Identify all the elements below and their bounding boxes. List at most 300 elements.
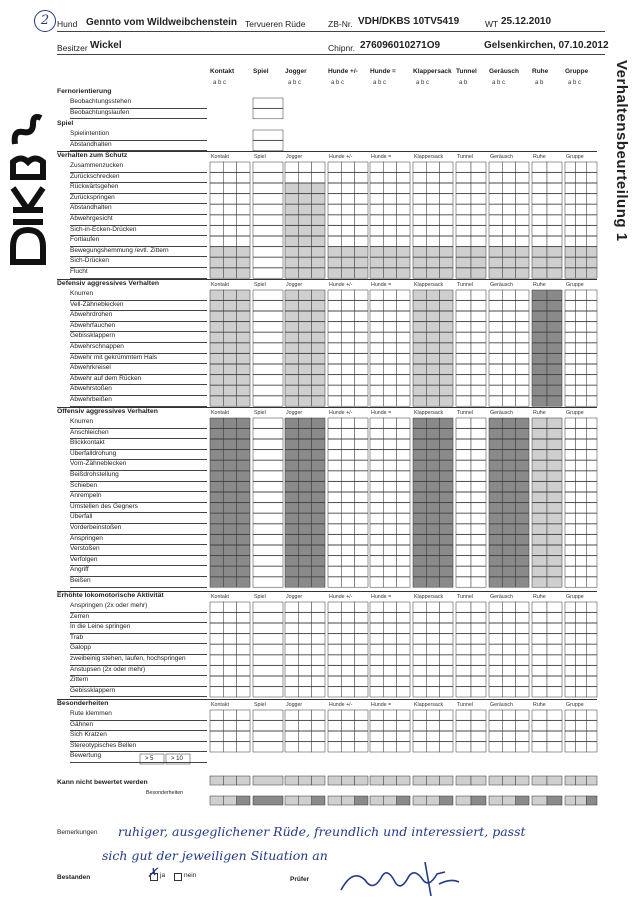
grid-cell[interactable] [489, 301, 502, 311]
grid-cell[interactable] [471, 247, 486, 257]
grid-cell[interactable] [426, 226, 439, 236]
grid-cell[interactable] [397, 268, 410, 278]
grid-cell[interactable] [370, 577, 383, 587]
grid-cell[interactable] [547, 460, 562, 470]
grid-cell[interactable] [253, 776, 283, 785]
grid-cell[interactable] [440, 731, 453, 741]
grid-cell[interactable] [532, 776, 547, 785]
grid-cell[interactable] [370, 418, 383, 428]
grid-cell[interactable] [516, 623, 529, 633]
grid-cell[interactable] [355, 776, 368, 785]
grid-cell[interactable] [312, 602, 325, 612]
grid-cell[interactable] [370, 439, 383, 449]
grid-cell[interactable] [576, 311, 587, 321]
grid-cell[interactable] [456, 535, 471, 545]
grid-cell[interactable] [312, 215, 325, 225]
grid-cell[interactable] [413, 343, 426, 353]
grid-cell[interactable] [489, 439, 502, 449]
grid-cell[interactable] [383, 613, 396, 623]
grid-cell[interactable] [370, 623, 383, 633]
grid-cell[interactable] [516, 439, 529, 449]
grid-cell[interactable] [516, 226, 529, 236]
grid-cell[interactable] [341, 396, 354, 406]
grid-cell[interactable] [341, 503, 354, 513]
grid-cell[interactable] [440, 247, 453, 257]
grid-cell[interactable] [298, 173, 311, 183]
grid-cell[interactable] [285, 247, 298, 257]
grid-cell[interactable] [298, 460, 311, 470]
grid-cell[interactable] [285, 364, 298, 374]
grid-cell[interactable] [586, 644, 597, 654]
grid-cell[interactable] [426, 721, 439, 731]
grid-cell[interactable] [586, 796, 597, 805]
grid-cell[interactable] [426, 236, 439, 246]
grid-cell[interactable] [328, 343, 341, 353]
grid-cell[interactable] [565, 247, 576, 257]
grid-cell[interactable] [370, 655, 383, 665]
grid-cell[interactable] [298, 257, 311, 267]
grid-cell[interactable] [370, 268, 383, 278]
grid-cell[interactable] [298, 183, 311, 193]
grid-cell[interactable] [328, 471, 341, 481]
grid-cell[interactable] [489, 513, 502, 523]
grid-cell[interactable] [502, 655, 515, 665]
grid-cell[interactable] [328, 687, 341, 697]
grid-cell[interactable] [237, 322, 250, 332]
grid-cell[interactable] [413, 577, 426, 587]
grid-cell[interactable] [547, 375, 562, 385]
grid-cell[interactable] [586, 364, 597, 374]
grid-cell[interactable] [586, 301, 597, 311]
grid-cell[interactable] [223, 396, 236, 406]
grid-cell[interactable] [586, 215, 597, 225]
grid-cell[interactable] [440, 623, 453, 633]
grid-cell[interactable] [397, 666, 410, 676]
grid-cell[interactable] [440, 524, 453, 534]
grid-cell[interactable] [370, 332, 383, 342]
grid-cell[interactable] [489, 385, 502, 395]
grid-cell[interactable] [253, 375, 283, 385]
grid-cell[interactable] [370, 535, 383, 545]
grid-cell[interactable] [565, 162, 576, 172]
grid-cell[interactable] [210, 545, 223, 555]
grid-cell[interactable] [576, 375, 587, 385]
grid-cell[interactable] [502, 194, 515, 204]
grid-cell[interactable] [341, 721, 354, 731]
grid-cell[interactable] [370, 796, 383, 805]
grid-cell[interactable] [516, 194, 529, 204]
grid-cell[interactable] [413, 655, 426, 665]
grid-cell[interactable] [516, 577, 529, 587]
grid-cell[interactable] [426, 796, 439, 805]
grid-cell[interactable] [341, 450, 354, 460]
grid-cell[interactable] [413, 613, 426, 623]
grid-cell[interactable] [253, 162, 283, 172]
grid-cell[interactable] [456, 613, 471, 623]
grid-cell[interactable] [547, 429, 562, 439]
grid-cell[interactable] [547, 644, 562, 654]
grid-cell[interactable] [383, 460, 396, 470]
grid-cell[interactable] [586, 311, 597, 321]
grid-cell[interactable] [565, 742, 576, 752]
grid-cell[interactable] [253, 556, 283, 566]
grid-cell[interactable] [547, 332, 562, 342]
grid-cell[interactable] [223, 429, 236, 439]
grid-cell[interactable] [471, 634, 486, 644]
grid-cell[interactable] [576, 482, 587, 492]
grid-cell[interactable] [312, 503, 325, 513]
grid-cell[interactable] [312, 290, 325, 300]
grid-cell[interactable] [565, 385, 576, 395]
grid-cell[interactable] [370, 194, 383, 204]
grid-cell[interactable] [370, 721, 383, 731]
grid-cell[interactable] [223, 364, 236, 374]
grid-cell[interactable] [565, 513, 576, 523]
grid-cell[interactable] [565, 322, 576, 332]
grid-cell[interactable] [413, 290, 426, 300]
grid-cell[interactable] [355, 460, 368, 470]
grid-cell[interactable] [223, 566, 236, 576]
grid-cell[interactable] [397, 545, 410, 555]
grid-cell[interactable] [565, 194, 576, 204]
grid-cell[interactable] [440, 343, 453, 353]
grid-cell[interactable] [532, 471, 547, 481]
grid-cell[interactable] [440, 268, 453, 278]
grid-cell[interactable] [237, 623, 250, 633]
grid-cell[interactable] [565, 566, 576, 576]
grid-cell[interactable] [253, 471, 283, 481]
grid-cell[interactable] [547, 301, 562, 311]
grid-cell[interactable] [516, 247, 529, 257]
grid-cell[interactable] [413, 776, 426, 785]
grid-cell[interactable] [253, 247, 283, 257]
grid-cell[interactable] [426, 556, 439, 566]
grid-cell[interactable] [237, 556, 250, 566]
grid-cell[interactable] [586, 731, 597, 741]
grid-cell[interactable] [253, 513, 283, 523]
grid-cell[interactable] [312, 577, 325, 587]
grid-cell[interactable] [370, 450, 383, 460]
grid-cell[interactable] [341, 613, 354, 623]
grid-cell[interactable] [456, 634, 471, 644]
grid-cell[interactable] [456, 226, 471, 236]
grid-cell[interactable] [489, 535, 502, 545]
grid-cell[interactable] [355, 375, 368, 385]
grid-cell[interactable] [355, 173, 368, 183]
grid-cell[interactable] [328, 332, 341, 342]
grid-cell[interactable] [397, 375, 410, 385]
grid-cell[interactable] [237, 634, 250, 644]
grid-cell[interactable] [489, 710, 502, 720]
grid-cell[interactable] [285, 513, 298, 523]
grid-cell[interactable] [383, 162, 396, 172]
grid-cell[interactable] [426, 613, 439, 623]
grid-cell[interactable] [532, 418, 547, 428]
grid-cell[interactable] [516, 492, 529, 502]
grid-cell[interactable] [370, 503, 383, 513]
grid-cell[interactable] [565, 623, 576, 633]
grid-cell[interactable] [370, 173, 383, 183]
grid-cell[interactable] [210, 311, 223, 321]
grid-cell[interactable] [576, 439, 587, 449]
grid-cell[interactable] [576, 385, 587, 395]
grid-cell[interactable] [253, 676, 283, 686]
grid-cell[interactable] [237, 364, 250, 374]
grid-cell[interactable] [397, 492, 410, 502]
grid-cell[interactable] [383, 655, 396, 665]
grid-cell[interactable] [298, 613, 311, 623]
grid-cell[interactable] [223, 613, 236, 623]
grid-cell[interactable] [426, 503, 439, 513]
grid-cell[interactable] [223, 666, 236, 676]
grid-cell[interactable] [456, 623, 471, 633]
grid-cell[interactable] [341, 301, 354, 311]
grid-cell[interactable] [355, 162, 368, 172]
grid-cell[interactable] [285, 623, 298, 633]
grid-cell[interactable] [456, 492, 471, 502]
grid-cell[interactable] [586, 535, 597, 545]
grid-cell[interactable] [502, 742, 515, 752]
grid-cell[interactable] [532, 634, 547, 644]
grid-cell[interactable] [576, 796, 587, 805]
grid-cell[interactable] [312, 194, 325, 204]
grid-cell[interactable] [285, 492, 298, 502]
grid-cell[interactable] [516, 634, 529, 644]
grid-cell[interactable] [210, 535, 223, 545]
grid-cell[interactable] [413, 268, 426, 278]
grid-cell[interactable] [547, 623, 562, 633]
grid-cell[interactable] [341, 364, 354, 374]
grid-cell[interactable] [565, 655, 576, 665]
grid-cell[interactable] [576, 666, 587, 676]
grid-cell[interactable] [532, 204, 547, 214]
grid-cell[interactable] [341, 566, 354, 576]
grid-cell[interactable] [383, 602, 396, 612]
grid-cell[interactable] [328, 364, 341, 374]
grid-cell[interactable] [502, 311, 515, 321]
grid-cell[interactable] [576, 173, 587, 183]
grid-cell[interactable] [383, 322, 396, 332]
grid-cell[interactable] [532, 687, 547, 697]
grid-cell[interactable] [210, 524, 223, 534]
grid-cell[interactable] [312, 450, 325, 460]
grid-cell[interactable] [312, 385, 325, 395]
grid-cell[interactable] [547, 503, 562, 513]
grid-cell[interactable] [210, 173, 223, 183]
grid-cell[interactable] [532, 731, 547, 741]
grid-cell[interactable] [285, 375, 298, 385]
grid-cell[interactable] [502, 162, 515, 172]
grid-cell[interactable] [355, 613, 368, 623]
grid-cell[interactable] [586, 332, 597, 342]
grid-cell[interactable] [253, 354, 283, 364]
grid-cell[interactable] [341, 418, 354, 428]
grid-cell[interactable] [440, 556, 453, 566]
grid-cell[interactable] [426, 602, 439, 612]
grid-cell[interactable] [355, 710, 368, 720]
grid-cell[interactable] [210, 183, 223, 193]
grid-cell[interactable] [223, 183, 236, 193]
grid-cell[interactable] [383, 215, 396, 225]
grid-cell[interactable] [328, 623, 341, 633]
grid-cell[interactable] [383, 776, 396, 785]
grid-cell[interactable] [440, 655, 453, 665]
grid-cell[interactable] [370, 687, 383, 697]
grid-cell[interactable] [565, 173, 576, 183]
grid-cell[interactable] [532, 602, 547, 612]
grid-cell[interactable] [547, 364, 562, 374]
grid-cell[interactable] [547, 385, 562, 395]
grid-cell[interactable] [426, 162, 439, 172]
grid-cell[interactable] [383, 439, 396, 449]
grid-cell[interactable] [285, 439, 298, 449]
grid-cell[interactable] [355, 676, 368, 686]
grid-cell[interactable] [489, 471, 502, 481]
grid-cell[interactable] [298, 311, 311, 321]
grid-cell[interactable] [532, 343, 547, 353]
grid-cell[interactable] [210, 492, 223, 502]
grid-cell[interactable] [489, 290, 502, 300]
grid-cell[interactable] [426, 364, 439, 374]
grid-cell[interactable] [532, 215, 547, 225]
grid-cell[interactable] [426, 545, 439, 555]
grid-cell[interactable] [547, 396, 562, 406]
grid-cell[interactable] [426, 710, 439, 720]
grid-cell[interactable] [370, 162, 383, 172]
grid-cell[interactable] [516, 332, 529, 342]
grid-cell[interactable] [426, 204, 439, 214]
grid-cell[interactable] [341, 776, 354, 785]
grid-cell[interactable] [285, 290, 298, 300]
grid-cell[interactable] [328, 354, 341, 364]
grid-cell[interactable] [565, 311, 576, 321]
grid-cell[interactable] [516, 556, 529, 566]
grid-cell[interactable] [328, 162, 341, 172]
grid-cell[interactable] [440, 215, 453, 225]
grid-cell[interactable] [383, 429, 396, 439]
grid-cell[interactable] [502, 268, 515, 278]
grid-cell[interactable] [440, 204, 453, 214]
grid-cell[interactable] [456, 343, 471, 353]
grid-cell[interactable] [355, 655, 368, 665]
grid-cell[interactable] [328, 268, 341, 278]
grid-cell[interactable] [547, 492, 562, 502]
grid-cell[interactable] [253, 524, 283, 534]
grid-cell[interactable] [565, 226, 576, 236]
grid-cell[interactable] [355, 268, 368, 278]
grid-cell[interactable] [285, 204, 298, 214]
grid-cell[interactable] [426, 311, 439, 321]
grid-cell[interactable] [397, 577, 410, 587]
grid-cell[interactable] [328, 215, 341, 225]
grid-cell[interactable] [237, 535, 250, 545]
grid-cell[interactable] [516, 418, 529, 428]
bewertung-opt-10[interactable]: > 10 [171, 756, 183, 762]
grid-cell[interactable] [489, 492, 502, 502]
grid-cell[interactable] [576, 577, 587, 587]
grid-cell[interactable] [471, 556, 486, 566]
grid-cell[interactable] [547, 602, 562, 612]
grid-cell[interactable] [285, 687, 298, 697]
grid-cell[interactable] [456, 644, 471, 654]
grid-cell[interactable] [426, 268, 439, 278]
grid-cell[interactable] [285, 545, 298, 555]
grid-cell[interactable] [298, 194, 311, 204]
grid-cell[interactable] [532, 194, 547, 204]
grid-cell[interactable] [298, 375, 311, 385]
grid-cell[interactable] [253, 396, 283, 406]
grid-cell[interactable] [397, 450, 410, 460]
grid-cell[interactable] [456, 332, 471, 342]
grid-cell[interactable] [547, 687, 562, 697]
grid-cell[interactable] [516, 602, 529, 612]
grid-cell[interactable] [576, 776, 587, 785]
grid-cell[interactable] [210, 194, 223, 204]
grid-cell[interactable] [565, 666, 576, 676]
grid-cell[interactable] [397, 742, 410, 752]
grid-cell[interactable] [285, 710, 298, 720]
grid-cell[interactable] [547, 226, 562, 236]
grid-cell[interactable] [489, 322, 502, 332]
grid-cell[interactable] [210, 623, 223, 633]
grid-cell[interactable] [426, 247, 439, 257]
grid-cell[interactable] [586, 375, 597, 385]
grid-cell[interactable] [456, 796, 471, 805]
grid-cell[interactable] [285, 301, 298, 311]
grid-cell[interactable] [328, 742, 341, 752]
grid-cell[interactable] [223, 343, 236, 353]
grid-cell[interactable] [471, 613, 486, 623]
grid-cell[interactable] [328, 613, 341, 623]
grid-cell[interactable] [426, 577, 439, 587]
grid-cell[interactable] [502, 644, 515, 654]
grid-cell[interactable] [576, 535, 587, 545]
grid-cell[interactable] [440, 776, 453, 785]
grid-cell[interactable] [237, 290, 250, 300]
grid-cell[interactable] [328, 183, 341, 193]
grid-cell[interactable] [471, 721, 486, 731]
grid-cell[interactable] [547, 162, 562, 172]
grid-cell[interactable] [285, 226, 298, 236]
grid-cell[interactable] [397, 247, 410, 257]
grid-cell[interactable] [223, 418, 236, 428]
grid-cell[interactable] [383, 290, 396, 300]
grid-cell[interactable] [223, 634, 236, 644]
grid-cell[interactable] [210, 226, 223, 236]
grid-cell[interactable] [237, 236, 250, 246]
grid-cell[interactable] [516, 354, 529, 364]
grid-cell[interactable] [532, 322, 547, 332]
grid-cell[interactable] [210, 721, 223, 731]
grid-cell[interactable] [397, 257, 410, 267]
grid-cell[interactable] [237, 503, 250, 513]
grid-cell[interactable] [298, 776, 311, 785]
grid-cell[interactable] [532, 513, 547, 523]
grid-cell[interactable] [471, 311, 486, 321]
grid-cell[interactable] [328, 513, 341, 523]
grid-cell[interactable] [341, 460, 354, 470]
grid-cell[interactable] [565, 796, 576, 805]
grid-cell[interactable] [576, 742, 587, 752]
grid-cell[interactable] [413, 418, 426, 428]
grid-cell[interactable] [341, 385, 354, 395]
grid-cell[interactable] [502, 183, 515, 193]
grid-cell[interactable] [516, 173, 529, 183]
grid-cell[interactable] [253, 721, 283, 731]
grid-cell[interactable] [413, 450, 426, 460]
grid-cell[interactable] [355, 183, 368, 193]
grid-cell[interactable] [426, 429, 439, 439]
